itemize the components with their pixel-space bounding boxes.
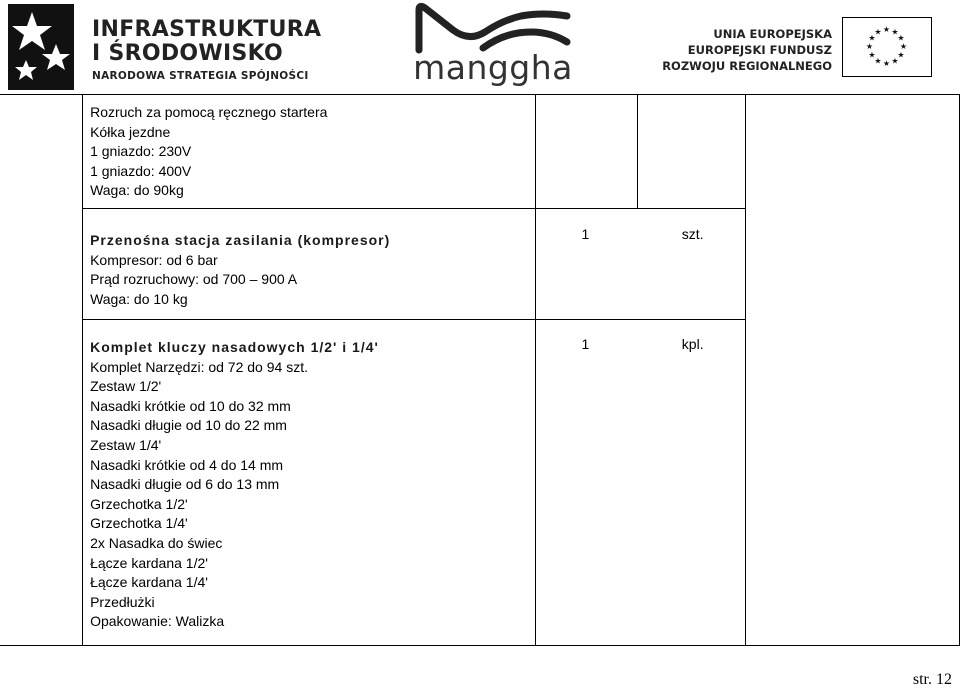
row-2-description: [83, 320, 534, 638]
svg-text:★: ★: [865, 42, 874, 51]
lp-cell: [0, 95, 83, 646]
unit-value: kpl.: [681, 336, 704, 352]
spec-line: Rozruch za pomocą ręcznego startera: [90, 104, 328, 120]
spec-line: Zestaw 1/2': [90, 378, 162, 395]
svg-text:★: ★: [874, 27, 882, 37]
program-name-line2: I ŚRODOWISKO: [92, 41, 283, 66]
program-name-line3: NARODOWA STRATEGIA SPÓJNOŚCI: [92, 70, 309, 82]
notes-cell: [745, 95, 959, 646]
quantity-value: 1: [581, 336, 590, 352]
unit-cell: [637, 95, 745, 209]
equipment-spec-table: [0, 94, 960, 646]
spec-line: Kompresor: od 6 bar: [90, 251, 218, 268]
spec-line: Komplet Narzędzi: od 72 do 94 szt.: [90, 358, 308, 375]
svg-text:★: ★: [868, 50, 876, 60]
table-row: [0, 95, 960, 209]
svg-text:★: ★: [874, 56, 882, 66]
description-cell: [83, 209, 535, 320]
quantity-value: 1: [581, 226, 590, 242]
qty-unit-cell: [535, 209, 745, 320]
svg-text:★: ★: [899, 42, 908, 51]
spec-line: 1 gniazdo: 230V: [90, 143, 192, 160]
svg-text:★: ★: [897, 33, 905, 43]
manggha-wave-icon: [413, 2, 573, 54]
spec-line: Nasadki długie od 6 do 13 mm: [90, 476, 280, 493]
row-1-description: [83, 209, 534, 315]
spec-line: Nasadki krótkie od 10 do 32 mm: [90, 397, 291, 414]
spec-line: Zestaw 1/4': [90, 436, 162, 453]
eu-line2: EUROPEJSKI FUNDUSZ: [687, 43, 832, 57]
item-title: Komplet kluczy nasadowych 1/2' i 1/4': [90, 339, 379, 355]
spec-line: Waga: do 90kg: [90, 182, 184, 199]
svg-text:★: ★: [891, 56, 899, 66]
spec-line: Grzechotka 1/4': [90, 515, 188, 532]
spec-line: Nasadki krótkie od 4 do 14 mm: [90, 456, 284, 473]
spec-line: Przedłużki: [90, 593, 155, 610]
svg-text:★: ★: [882, 25, 891, 34]
manggha-logo: [413, 2, 573, 92]
eu-line3: ROZWOJU REGIONALNEGO: [662, 59, 832, 73]
program-name-line1: INFRASTRUKTURA: [92, 17, 322, 42]
spec-line: Łącze kardana 1/2': [90, 554, 208, 571]
spec-line: Opakowanie: Walizka: [90, 613, 225, 630]
program-logo-text: [92, 18, 332, 82]
page-number: str. 12: [912, 671, 952, 688]
eu-line1: UNIA EUROPEJSKA: [713, 27, 832, 41]
spec-line: Grzechotka 1/2': [90, 495, 188, 512]
svg-text:★: ★: [868, 33, 876, 43]
svg-text:★: ★: [897, 50, 905, 60]
qty-cell: [535, 95, 637, 209]
spec-line: Prąd rozruchowy: od 700 – 900 A: [90, 271, 298, 288]
eu-stars-icon: [843, 18, 930, 75]
spec-line: Nasadki długie od 10 do 22 mm: [90, 417, 287, 434]
manggha-wordmark: manggha: [413, 48, 573, 87]
spec-line: Waga: do 10 kg: [90, 290, 188, 307]
description-cell: [83, 320, 535, 646]
program-star-logo-icon: [8, 4, 74, 90]
qty-unit-cell: [535, 320, 745, 646]
row-0-description: [83, 95, 534, 207]
description-cell: [83, 95, 535, 209]
page-header: [0, 0, 960, 94]
eu-fund-text: [662, 26, 832, 74]
unit-value: szt.: [681, 226, 704, 242]
svg-text:★: ★: [891, 27, 899, 37]
spec-line: 1 gniazdo: 400V: [90, 162, 192, 179]
item-title: Przenośna stacja zasilania (kompresor): [90, 232, 391, 248]
eu-flag-icon: [842, 17, 932, 77]
spec-line: Łącze kardana 1/4': [90, 574, 208, 591]
spec-line: 2x Nasadka do świec: [90, 534, 223, 551]
svg-text:★: ★: [882, 59, 891, 68]
spec-line: Kółka jezdne: [90, 123, 171, 140]
